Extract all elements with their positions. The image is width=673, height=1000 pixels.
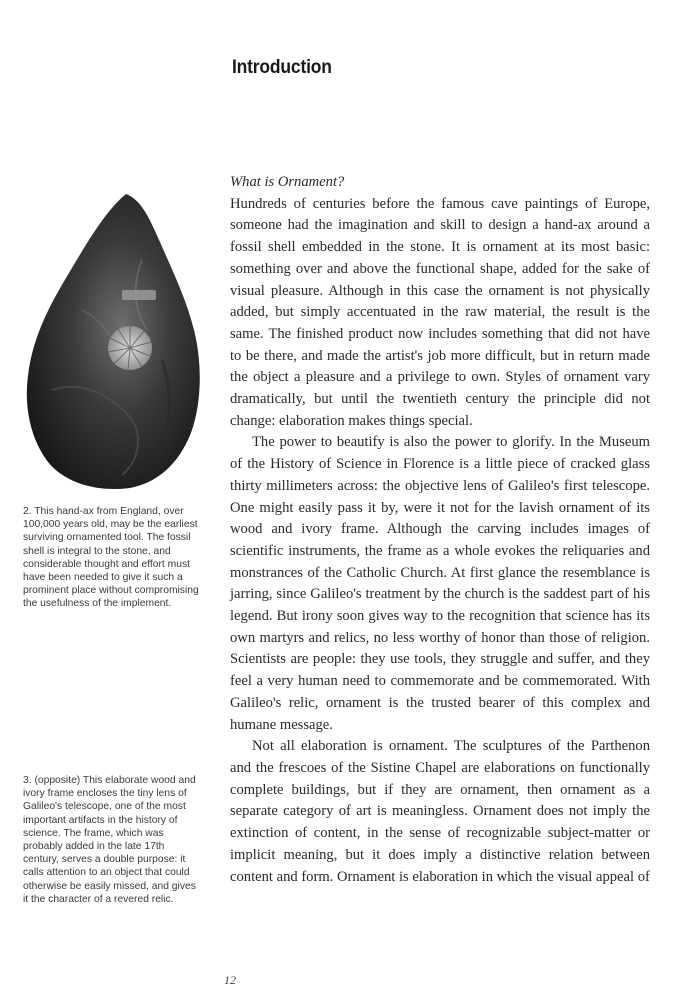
body-paragraph-1: Hundreds of centuries before the famous cave paintings of Europe, someone had the imagination and skill to design a hand-ax around a fossil shell embedded in the stone. It is ornament at its most basic: something over and above the functional shape, added for the sake of visual pleasure. Although in this case the ornament is not physically added, but simply accentuated in the raw material, the result is the same. The finished product now includes something that did not have to be there, and made the artist's job more difficult, but in return made the object a pleasure and a privilege to own. Styles of ornament vary dramatically, but until the twentieth century the principle did not change: elaboration makes things special. [230, 195, 650, 429]
body-paragraph-3: Not all elaboration is ornament. The sculptures of the Parthenon and the frescoes of the Sistine Chapel are elaborations on functionally complete buildings, but if they are ornament, then ornament as a separate category of art is meaningless. Ornament does not imply the extinction of content, in the sense of recognizable subject-matter or implicit meaning, but it does imply a distinctive relation between content and form. Ornament is elaboration in which the visual appeal of [230, 738, 650, 885]
main-text-column [230, 172, 650, 888]
figure-3-caption: 3. (opposite) This elaborate wood and ivory frame encloses the tiny lens of Galileo's telescope, one of the most important artifacts in the history of science. The frame, which was probably added in the late 17th century, serves a double purpose: it calls attention to an object that could otherwise be easily missed, and gives it the character of a revered relic. [23, 775, 196, 905]
fossil-shell-icon [108, 326, 152, 370]
section-subheading: What is Ornament? [230, 174, 345, 190]
hand-ax-photo [22, 190, 204, 492]
page-number: 12 [224, 973, 236, 987]
body-paragraph-2: The power to beautify is also the power to glorify. In the Museum of the History of Science in Florence is a little piece of cracked glass thirty millimeters across: the objective lens of Galileo's first telescope. One might easily pass it by, were it not for the lavish ornament of its wood and ivory frame. Although the carving includes images of scientific instruments, the frame as a whole evokes the reliquaries and monstrances of the Catholic Church. At first glance the resemblance is jarring, since Galileo's treatment by the church is the saddest part of his legend. But irony soon gives way to the recognition that science has its own martyrs and relics, no less worthy of honor than those of religion. Scientists are people: they use tools, they struggle and suffer, and they feel a very human need to commemorate and be commemorated. With Galileo's relic, ornament is the trusted bearer of this complex and humane message. [230, 434, 650, 733]
figure-2-caption: 2. This hand-ax from England, over 100,000 years old, may be the earliest surviving ornamented tool. The fossil shell is integral to the stone, and considerable thought and effort must have been needed to give it such a prominent place without compromising the usefulness of the implement. [23, 506, 199, 610]
page-title: Introduction [232, 57, 332, 78]
